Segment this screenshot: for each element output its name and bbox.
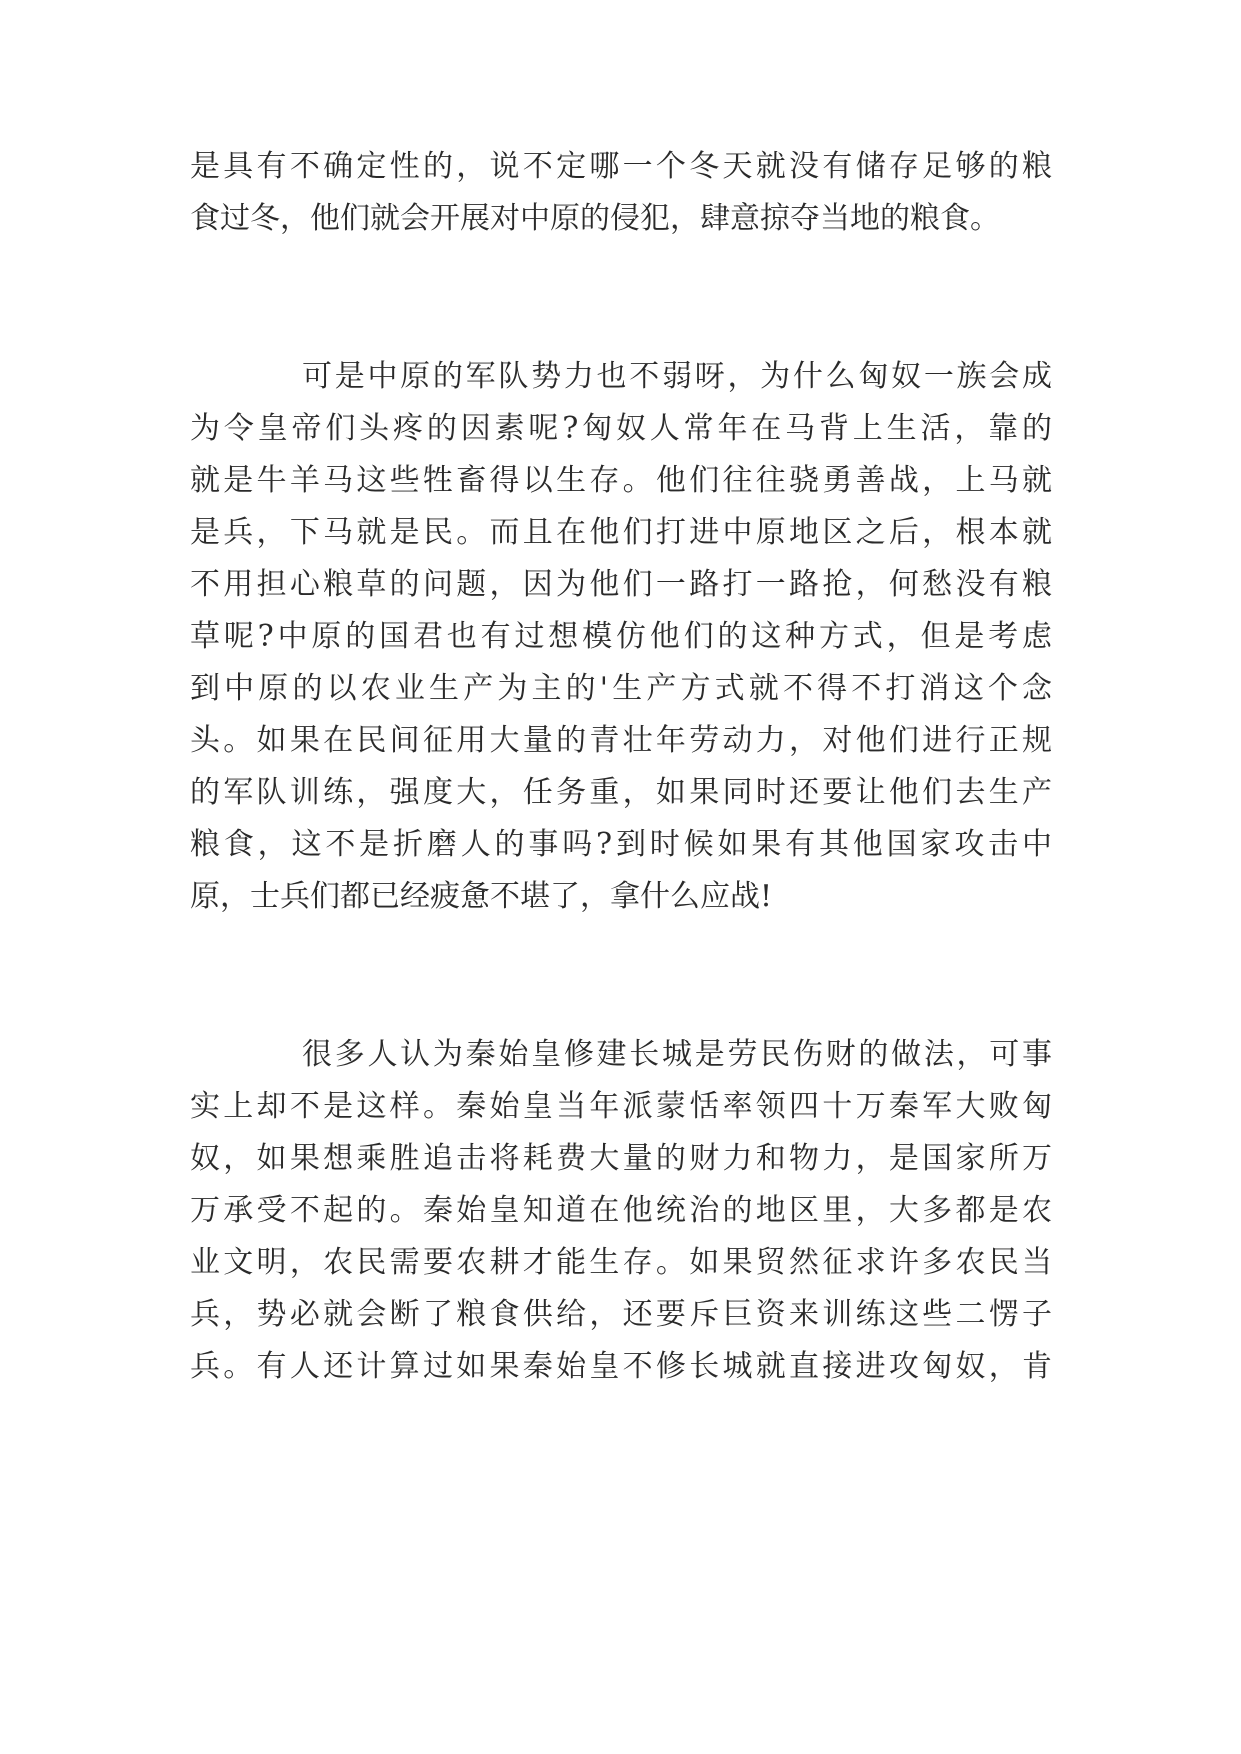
- text-line: 兵，势必就会断了粮食供给，还要斥巨资来训练这些二愣子: [190, 1297, 1052, 1332]
- text-line: 万承受不起的。秦始皇知道在他统治的地区里，大多都是农: [190, 1193, 1052, 1228]
- text-line: 原，士兵们都已经疲惫不堪了，拿什么应战!: [190, 879, 773, 914]
- text-line: 就是牛羊马这些牲畜得以生存。他们往往骁勇善战，上马就: [190, 463, 1052, 498]
- text-line: 兵。有人还计算过如果秦始皇不修长城就直接进攻匈奴，肯: [190, 1349, 1052, 1384]
- text-line: 头。如果在民间征用大量的青壮年劳动力，对他们进行正规: [190, 723, 1052, 758]
- text-line: 业文明，农民需要农耕才能生存。如果贸然征求许多农民当: [190, 1245, 1052, 1280]
- text-line: 为令皇帝们头疼的因素呢?匈奴人常年在马背上生活，靠的: [190, 411, 1052, 446]
- text-line: 的军队训练，强度大，任务重，如果同时还要让他们去生产: [190, 775, 1052, 810]
- text-line: 不用担心粮草的问题，因为他们一路打一路抢，何愁没有粮: [190, 567, 1052, 602]
- text-line: 食过冬，他们就会开展对中原的侵犯，肆意掠夺当地的粮食。: [190, 201, 1000, 236]
- text-line: 很多人认为秦始皇修建长城是劳民伤财的做法，可事: [302, 1037, 1052, 1072]
- text-line: 奴，如果想乘胜追击将耗费大量的财力和物力，是国家所万: [190, 1141, 1052, 1176]
- text-line: 是兵，下马就是民。而且在他们打进中原地区之后，根本就: [190, 515, 1052, 550]
- text-line: 草呢?中原的国君也有过想模仿他们的这种方式，但是考虑: [190, 619, 1052, 654]
- text-line: 是具有不确定性的，说不定哪一个冬天就没有储存足够的粮: [190, 149, 1052, 184]
- text-line: 可是中原的军队势力也不弱呀，为什么匈奴一族会成: [302, 359, 1052, 394]
- text-line: 到中原的以农业生产为主的'生产方式就不得不打消这个念: [190, 671, 1052, 706]
- text-line: 实上却不是这样。秦始皇当年派蒙恬率领四十万秦军大败匈: [190, 1089, 1052, 1124]
- text-line: 粮食，这不是折磨人的事吗?到时候如果有其他国家攻击中: [190, 827, 1052, 862]
